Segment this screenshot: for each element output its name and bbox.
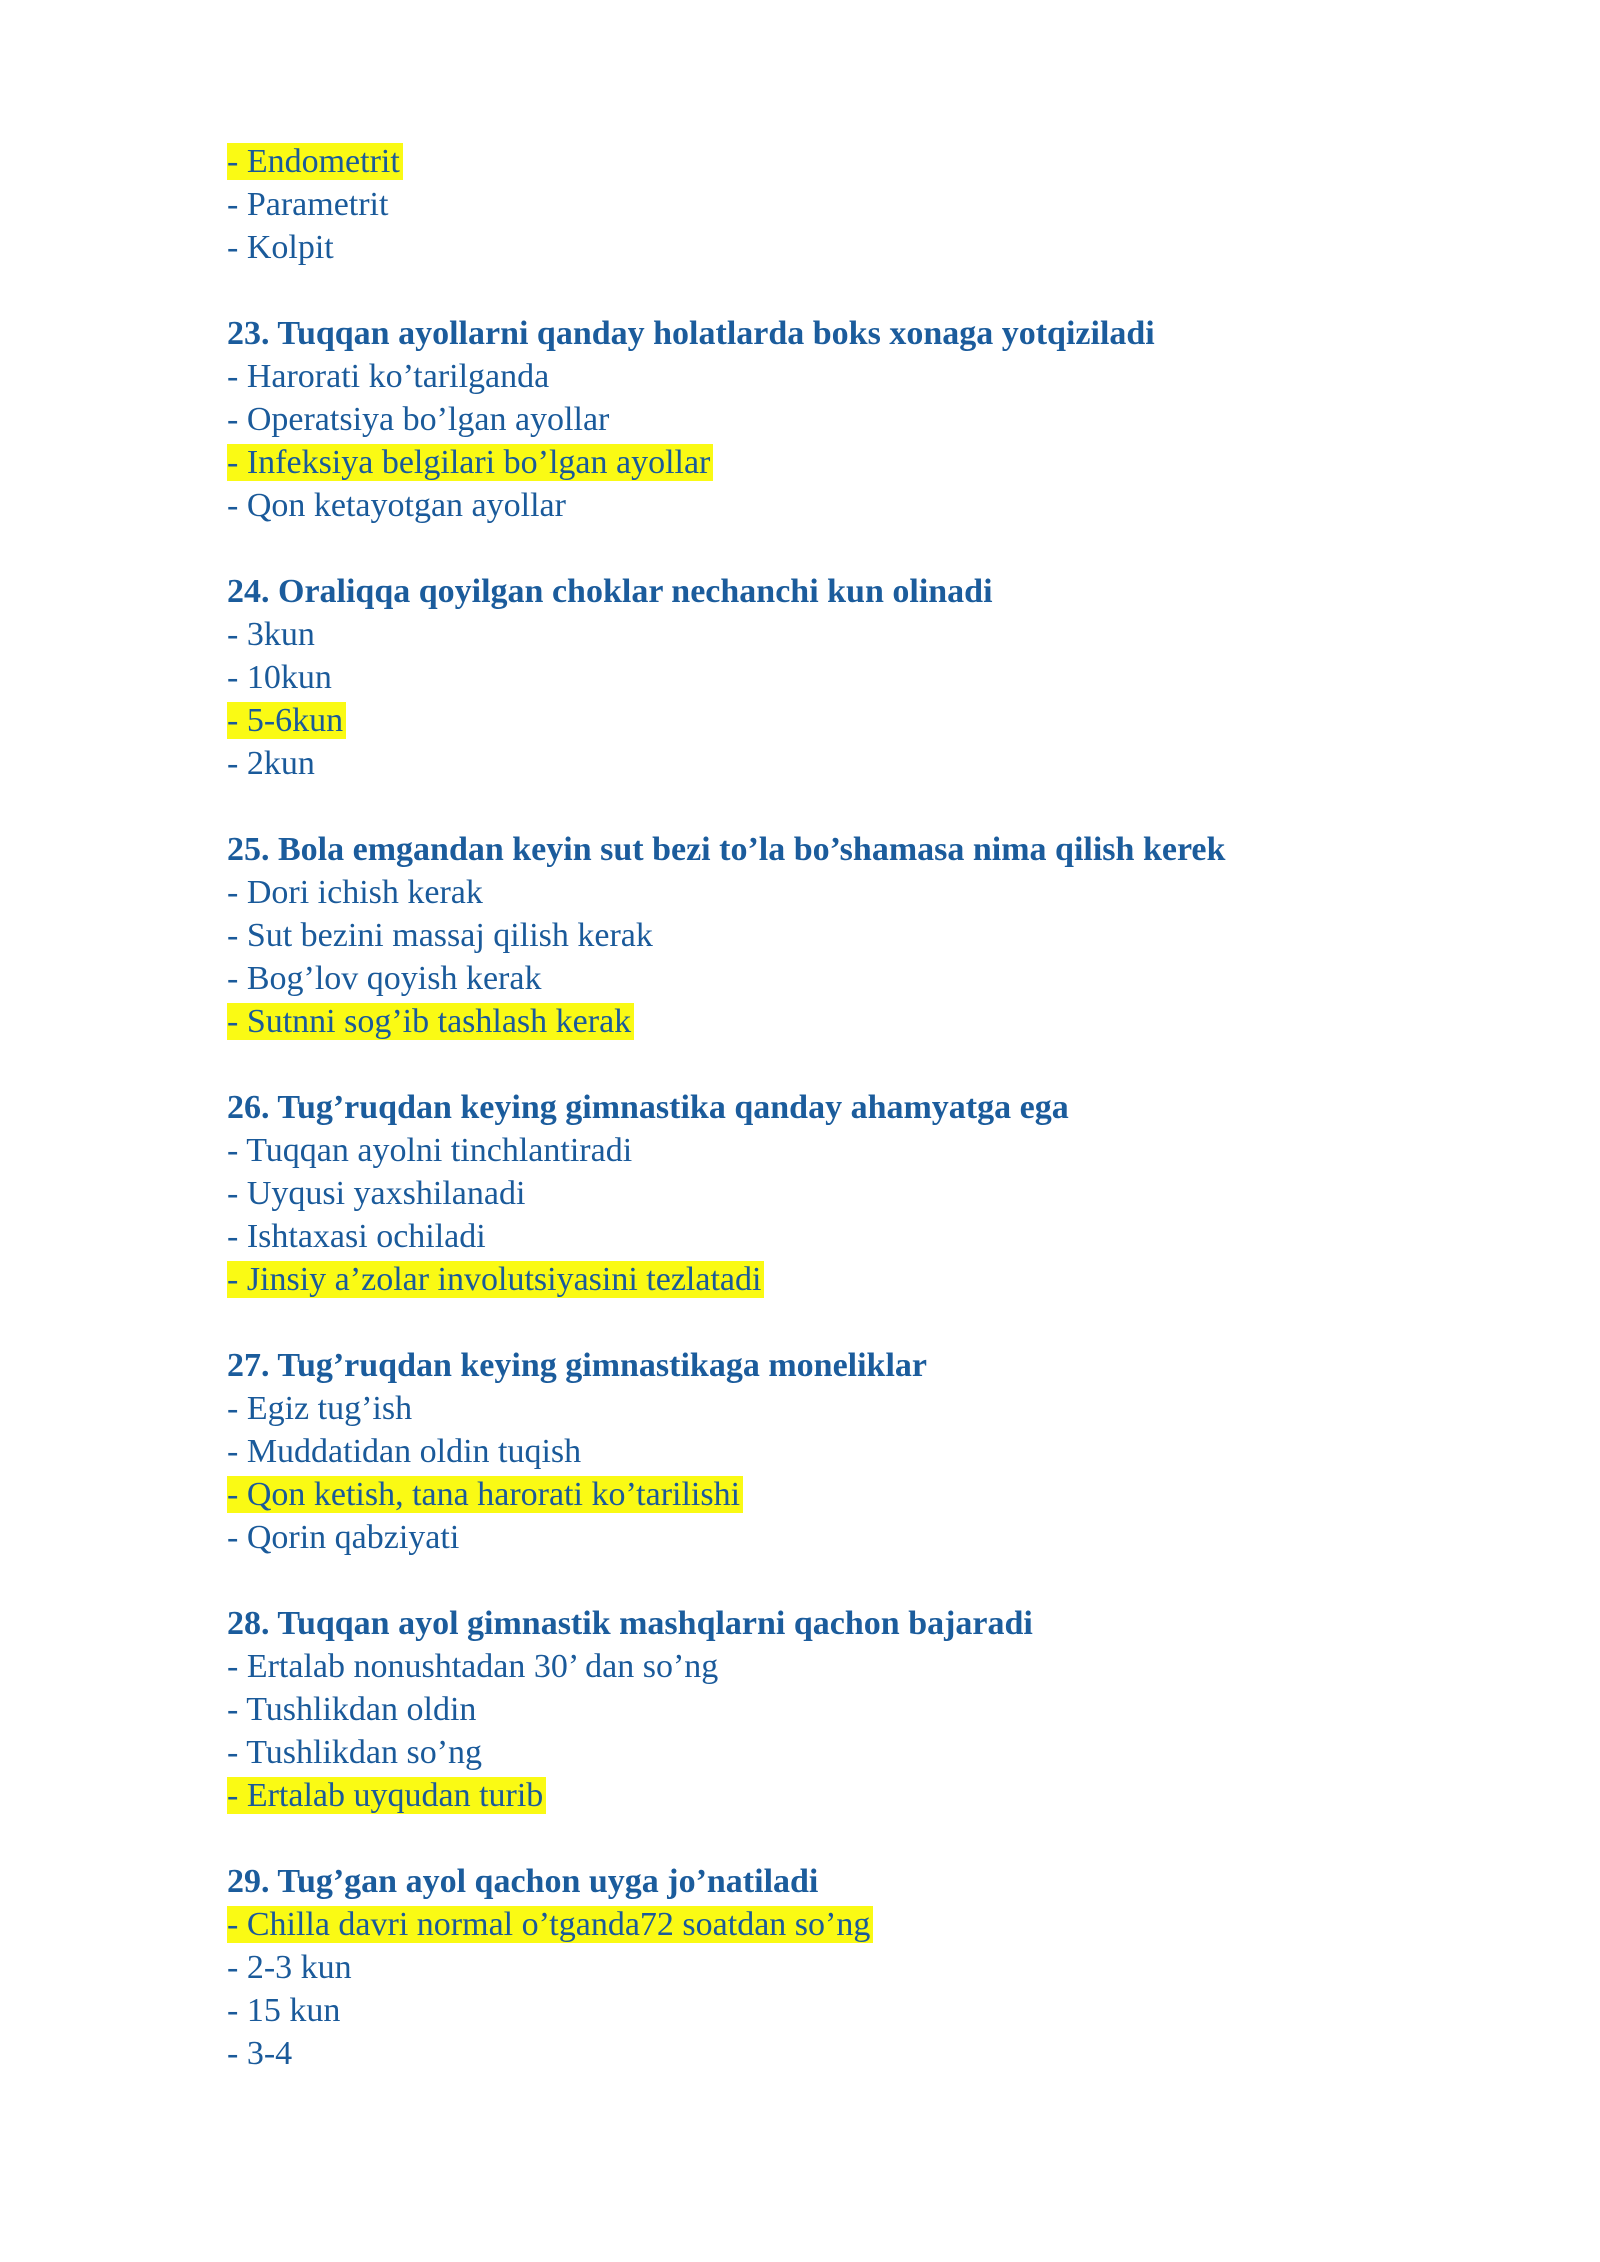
option-dash: - <box>227 1218 247 1255</box>
option-text: Endometrit <box>247 143 403 180</box>
option-text: Tuqqan ayolni tinchlantiradi <box>246 1132 633 1169</box>
option-item <box>227 2032 1387 2075</box>
question-block <box>227 1860 1387 2075</box>
option-item <box>227 656 1387 699</box>
option-item <box>227 1688 1387 1731</box>
option-item <box>227 1129 1387 1172</box>
option-text: 3kun <box>246 616 315 653</box>
option-item <box>227 1989 1387 2032</box>
option-dash: - <box>227 1949 247 1986</box>
option-dash: - <box>227 874 247 911</box>
option-item <box>227 355 1387 398</box>
option-dash: - <box>227 1132 247 1169</box>
document-page <box>227 140 1387 2075</box>
option-dash: - <box>227 186 247 223</box>
option-item <box>227 1215 1387 1258</box>
option-dash: - <box>227 1777 247 1814</box>
option-text: Sut bezini massaj qilish kerak <box>246 917 653 954</box>
option-text: 2-3 kun <box>246 1949 352 1986</box>
option-item <box>227 398 1387 441</box>
question-title: 25. Bola emgandan keyin sut bezi to’la bo’shamasa nima qilish kerek <box>227 831 1226 868</box>
option-dash: - <box>227 1691 247 1728</box>
option-text: Tushlikdan so’ng <box>246 1734 483 1771</box>
question-block <box>227 1344 1387 1559</box>
option-item <box>227 914 1387 957</box>
option-text: Operatsiya bo’lgan ayollar <box>246 401 610 438</box>
option-dash: - <box>227 1433 247 1470</box>
option-dash: - <box>227 1476 247 1513</box>
option-item <box>227 1516 1387 1559</box>
option-item <box>227 1430 1387 1473</box>
question-block <box>227 570 1387 785</box>
option-dash: - <box>227 917 247 954</box>
option-text: 3-4 <box>246 2035 293 2072</box>
option-text: Ertalab nonushtadan 30’ dan so’ng <box>246 1648 719 1685</box>
option-text: Dori ichish kerak <box>246 874 483 911</box>
option-text: 10kun <box>246 659 332 696</box>
option-text: Tushlikdan oldin <box>246 1691 477 1728</box>
question-block <box>227 312 1387 527</box>
option-text: Egiz tug’ish <box>246 1390 413 1427</box>
option-text: Ishtaxasi ochiladi <box>246 1218 486 1255</box>
option-text: Kolpit <box>246 229 334 266</box>
option-item-correct <box>227 699 1387 742</box>
option-dash: - <box>227 1261 247 1298</box>
option-item <box>227 871 1387 914</box>
option-item-correct <box>227 1774 1387 1817</box>
option-dash: - <box>227 616 247 653</box>
question-title: 28. Tuqqan ayol gimnastik mashqlarni qachon bajaradi <box>227 1605 1033 1642</box>
question-title: 26. Tug’ruqdan keying gimnastika qanday ahamyatga ega <box>227 1089 1069 1126</box>
option-text: 5-6kun <box>247 702 346 739</box>
option-text: Qorin qabziyati <box>246 1519 460 1556</box>
option-item-correct <box>227 1473 1387 1516</box>
option-text: Sutnni sog’ib tashlash kerak <box>247 1003 634 1040</box>
option-dash: - <box>227 659 247 696</box>
option-item-correct <box>227 1000 1387 1043</box>
option-dash: - <box>227 702 247 739</box>
option-dash: - <box>227 1003 247 1040</box>
question-title: 29. Tug’gan ayol qachon uyga jo’natiladi <box>227 1863 819 1900</box>
option-dash: - <box>227 960 247 997</box>
option-text: Parametrit <box>246 186 389 223</box>
option-dash: - <box>227 401 247 438</box>
option-item-correct <box>227 1258 1387 1301</box>
option-item <box>227 140 1387 183</box>
option-item <box>227 1645 1387 1688</box>
option-text: Muddatidan oldin tuqish <box>246 1433 582 1470</box>
option-dash: - <box>227 1175 247 1212</box>
option-dash: - <box>227 2035 247 2072</box>
intro-options <box>227 140 1387 269</box>
option-item <box>227 957 1387 1000</box>
option-dash: - <box>227 1648 247 1685</box>
question-block <box>227 1602 1387 1817</box>
option-text: Jinsiy a’zolar involutsiyasini tezlatadi <box>247 1261 765 1298</box>
option-text: Infeksiya belgilari bo’lgan ayollar <box>247 444 714 481</box>
question-title: 23. Tuqqan ayollarni qanday holatlarda boks xonaga yotqiziladi <box>227 315 1155 352</box>
option-text: Harorati ko’tarilganda <box>246 358 550 395</box>
option-item-correct <box>227 1903 1387 1946</box>
option-dash: - <box>227 229 247 266</box>
option-item <box>227 484 1387 527</box>
option-item <box>227 742 1387 785</box>
option-item <box>227 1172 1387 1215</box>
option-dash: - <box>227 1519 247 1556</box>
option-dash: - <box>227 1992 247 2029</box>
option-text: Chilla davri normal o’tganda72 soatdan so’ng <box>247 1906 874 1943</box>
question-title: 24. Oraliqqa qoyilgan choklar nechanchi kun olinadi <box>227 573 993 610</box>
option-dash: - <box>227 745 247 782</box>
option-item <box>227 1731 1387 1774</box>
option-text: Bog’lov qoyish kerak <box>246 960 542 997</box>
option-item <box>227 1387 1387 1430</box>
option-dash: - <box>227 444 247 481</box>
question-title: 27. Tug’ruqdan keying gimnastikaga moneliklar <box>227 1347 928 1384</box>
option-dash: - <box>227 487 247 524</box>
option-text: Qon ketayotgan ayollar <box>246 487 566 524</box>
option-text: Qon ketish, tana harorati ko’tarilishi <box>247 1476 743 1513</box>
option-item <box>227 183 1387 226</box>
option-text: Uyqusi yaxshilanadi <box>246 1175 526 1212</box>
option-dash: - <box>227 1734 247 1771</box>
option-dash: - <box>227 358 247 395</box>
question-block <box>227 828 1387 1043</box>
option-dash: - <box>227 143 247 180</box>
option-text: 15 kun <box>246 1992 341 2029</box>
option-item <box>227 226 1387 269</box>
option-dash: - <box>227 1906 247 1943</box>
option-text: 2kun <box>246 745 315 782</box>
question-block <box>227 1086 1387 1301</box>
option-text: Ertalab uyqudan turib <box>247 1777 546 1814</box>
option-item <box>227 1946 1387 1989</box>
option-item-correct <box>227 441 1387 484</box>
option-item <box>227 613 1387 656</box>
option-dash: - <box>227 1390 247 1427</box>
